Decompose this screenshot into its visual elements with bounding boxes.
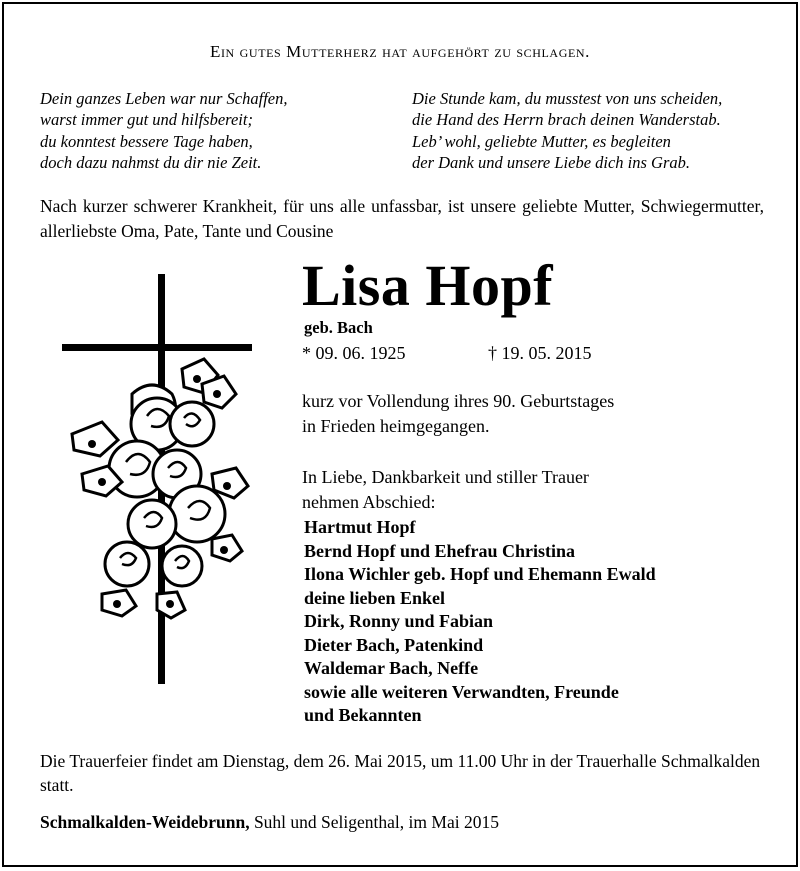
place-rest: Suhl und Seligenthal, im Mai 2015 [249, 812, 499, 832]
family-member: deine lieben Enkel [304, 587, 446, 608]
family-member: Bernd Hopf und Ehefrau Christina [304, 540, 576, 561]
family-member: Waldemar Bach, Neffe [304, 658, 479, 678]
passing-note [302, 389, 614, 438]
note-line: kurz vor Vollendung ihres 90. Geburtstages [302, 391, 615, 411]
family-member: Dieter Bach, Patenkind [304, 634, 484, 655]
family-member: Hartmut Hopf [304, 517, 416, 537]
verse-line: der Dank und unsere Liebe dich ins Grab. [412, 152, 691, 172]
funeral-info: Die Trauerfeier findet am Dienstag, dem 26. Mai 2015, um 11.00 Uhr in der Trauerhalle Schmalkalden statt. [40, 751, 761, 795]
birth-name: geb. Bach [304, 318, 373, 337]
note-line: in Frieden heimgegangen. [302, 415, 490, 436]
verse-line: du konntest bessere Tage haben, [40, 131, 253, 151]
mourn-line: In Liebe, Dankbarkeit und stiller Trauer [302, 467, 589, 487]
death-date: † 19. 05. 2015 [488, 343, 592, 363]
birth-date: * 09. 06. 1925 [302, 343, 406, 363]
intro-text: Nach kurzer schwerer Krankheit, für uns alle unfassbar, ist unsere geliebte Mutter, Schwiegermutter, allerliebste Oma, Pate, Tante und Cousine [40, 196, 764, 241]
family-member: und Bekannten [304, 705, 422, 725]
verse-line: doch dazu nahmst du dir nie Zeit. [40, 152, 262, 172]
deceased-name: Lisa Hopf [302, 253, 554, 318]
mourn-line: nehmen Abschied: [302, 491, 436, 512]
headline: Ein gutes Mutterherz hat aufgehört zu schlagen. [209, 42, 591, 61]
verse-line: die Hand des Herrn brach deinen Wanderstab. [412, 110, 721, 130]
obituary-notice [2, 2, 798, 867]
family-member: Dirk, Ronny und Fabian [304, 611, 494, 631]
family-member: sowie alle weiteren Verwandten, Freunde [304, 681, 619, 702]
verse-right [412, 88, 722, 173]
family-member: Ilona Wichler geb. Hopf und Ehemann Ewald [304, 564, 656, 584]
verse-line: Leb’ wohl, geliebte Mutter, es begleiten [412, 131, 671, 151]
verse-left [40, 88, 287, 173]
place-date-line [40, 812, 499, 833]
mourning-intro [302, 465, 589, 514]
cross-with-roses-icon [62, 274, 252, 684]
verse-line: Dein ganzes Leben war nur Schaffen, [40, 89, 288, 108]
place-bold: Schmalkalden-Weidebrunn, [40, 812, 250, 832]
verse-line: warst immer gut und hilfsbereit; [40, 110, 253, 130]
verse-line: Die Stunde kam, du musstest von uns scheiden, [412, 89, 723, 108]
family-list [304, 516, 656, 728]
